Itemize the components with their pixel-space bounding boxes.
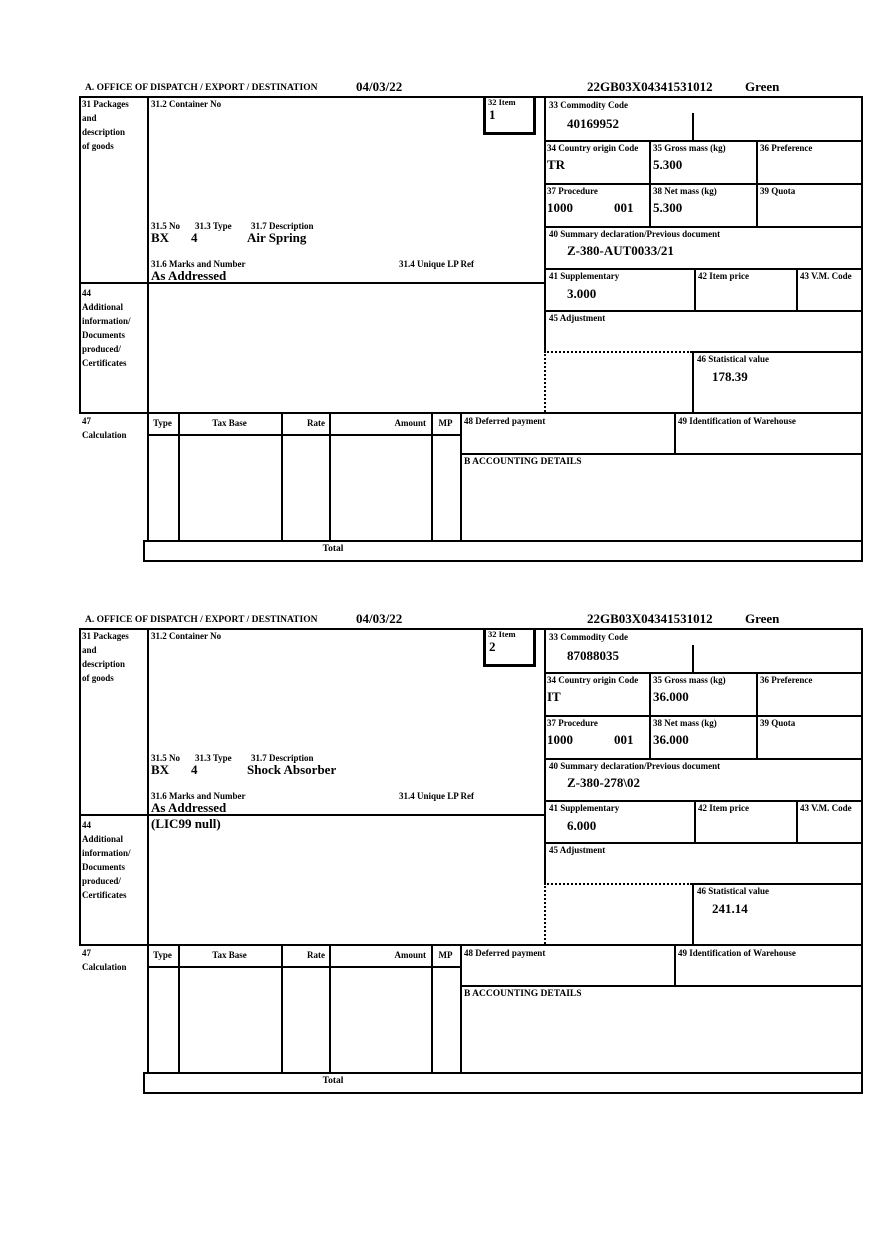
- box31-label-line: and: [82, 113, 97, 123]
- grid-line: [79, 96, 81, 414]
- item-price-label: 42 Item price: [698, 803, 749, 813]
- grid-line: [147, 434, 462, 436]
- grid-line: [692, 883, 863, 885]
- dotted-grid-line: [544, 883, 692, 885]
- box31-label-line: description: [82, 659, 126, 669]
- procedure-label: 37 Procedure: [547, 718, 598, 728]
- supplementary-value: 3.000: [567, 286, 597, 301]
- box44-label-line: produced/: [82, 876, 121, 886]
- grid-line: [544, 800, 863, 802]
- procedure-label: 37 Procedure: [547, 186, 598, 196]
- mp-column-header: MP: [438, 418, 453, 428]
- rate-column-header: Rate: [307, 418, 325, 428]
- box31-label-line: of goods: [82, 673, 114, 683]
- package-type-value: 4: [191, 762, 198, 777]
- package-no-label: 31.5 No: [151, 753, 180, 763]
- tax-base-column-header: Tax Base: [212, 418, 247, 428]
- description-label: 31.7 Description: [251, 753, 314, 763]
- grid-line: [649, 140, 651, 226]
- item-number-value: 1: [489, 107, 496, 122]
- grid-line: [147, 96, 149, 414]
- previous-document-value: Z-380-AUT0033/21: [567, 243, 674, 258]
- total-label: Total: [322, 1076, 344, 1086]
- grid-line: [460, 412, 462, 540]
- commodity-code-divider-line: [692, 645, 694, 672]
- statistical-value: 241.14: [712, 901, 748, 916]
- box44-label-line: Documents: [82, 862, 125, 872]
- grid-line: [147, 944, 149, 1072]
- grid-line: [796, 268, 798, 310]
- procedure-value-1: 1000: [547, 200, 573, 215]
- commodity-code-label: 33 Commodity Code: [549, 100, 628, 110]
- office-of-dispatch-heading: A. OFFICE OF DISPATCH / EXPORT / DESTINATION: [85, 83, 318, 93]
- box31-label-line: 31 Packages: [82, 631, 129, 641]
- box47-label-line: 47: [82, 416, 91, 426]
- grid-line: [79, 96, 863, 98]
- grid-line: [756, 140, 758, 226]
- package-type-label: 31.3 Type: [195, 753, 232, 763]
- net-mass-value: 5.300: [653, 200, 683, 215]
- declaration-reference: 22GB03X04341531012: [587, 79, 713, 94]
- grid-line: [796, 800, 798, 842]
- commodity-code-value: 40169952: [567, 116, 619, 131]
- item-number-box: [483, 628, 536, 667]
- grid-line: [544, 672, 863, 674]
- box44-label-line: Additional: [82, 302, 124, 312]
- item-number-label: 32 Item: [488, 97, 516, 107]
- marks-and-number-label: 31.6 Marks and Number: [151, 791, 246, 801]
- routing-status: Green: [745, 611, 780, 626]
- grid-line: [692, 351, 863, 353]
- mp-column-header: MP: [438, 950, 453, 960]
- previous-document-label: 40 Summary declaration/Previous document: [549, 229, 721, 239]
- grid-line: [694, 268, 696, 310]
- grid-line: [692, 351, 694, 412]
- unique-lp-ref-label: 31.4 Unique LP Ref: [399, 259, 475, 269]
- box44-label-line: Additional: [82, 834, 124, 844]
- package-type-value: 4: [191, 230, 198, 245]
- marks-and-number-value: As Addressed: [151, 268, 227, 283]
- amount-column-header: Amount: [394, 950, 426, 960]
- country-origin-value: TR: [547, 157, 566, 172]
- grid-line: [861, 96, 863, 562]
- deferred-payment-label: 48 Deferred payment: [464, 948, 546, 958]
- grid-line: [79, 282, 546, 284]
- adjustment-label: 45 Adjustment: [549, 313, 606, 323]
- dotted-grid-line: [544, 883, 546, 944]
- package-no-value: BX: [151, 230, 170, 245]
- supplementary-label: 41 Supplementary: [549, 803, 620, 813]
- item-number-value: 2: [489, 639, 496, 654]
- box44-label-line: 44: [82, 288, 91, 298]
- box44-label-line: information/: [82, 848, 131, 858]
- deferred-payment-label: 48 Deferred payment: [464, 416, 546, 426]
- accounting-details-heading: B ACCOUNTING DETAILS: [464, 457, 582, 467]
- container-no-label: 31.2 Container No: [151, 631, 222, 641]
- preference-label: 36 Preference: [760, 675, 813, 685]
- warehouse-id-label: 49 Identification of Warehouse: [678, 416, 796, 426]
- grid-line: [79, 412, 863, 414]
- item-number-label: 32 Item: [488, 629, 516, 639]
- grid-line: [460, 985, 863, 987]
- commodity-code-value: 87088035: [567, 648, 619, 663]
- grid-line: [281, 412, 283, 540]
- country-origin-label: 34 Country origin Code: [547, 143, 639, 153]
- description-value: Shock Absorber: [247, 762, 337, 777]
- additional-information-value: (LIC99 null): [151, 816, 221, 831]
- item-price-label: 42 Item price: [698, 271, 749, 281]
- grid-line: [649, 672, 651, 758]
- procedure-value-1: 1000: [547, 732, 573, 747]
- gross-mass-value: 36.000: [653, 689, 689, 704]
- marks-and-number-value: As Addressed: [151, 800, 227, 815]
- preference-label: 36 Preference: [760, 143, 813, 153]
- dotted-grid-line: [544, 351, 692, 353]
- container-no-label: 31.2 Container No: [151, 99, 222, 109]
- amount-column-header: Amount: [394, 418, 426, 428]
- item-number-box: [483, 96, 536, 135]
- statistical-value: 178.39: [712, 369, 748, 384]
- procedure-value-2: 001: [614, 732, 634, 747]
- box31-label-line: and: [82, 645, 97, 655]
- grid-line: [281, 944, 283, 1072]
- grid-line: [147, 628, 149, 946]
- grid-line: [79, 814, 546, 816]
- grid-line: [178, 944, 180, 1072]
- box31-label-line: of goods: [82, 141, 114, 151]
- box44-label-line: Documents: [82, 330, 125, 340]
- declaration-item-block: [79, 611, 865, 1096]
- net-mass-value: 36.000: [653, 732, 689, 747]
- adjustment-label: 45 Adjustment: [549, 845, 606, 855]
- grid-line: [544, 842, 863, 844]
- grid-line: [544, 140, 863, 142]
- grid-line: [694, 800, 696, 842]
- grid-line: [544, 226, 863, 228]
- gross-mass-label: 35 Gross mass (kg): [653, 675, 726, 685]
- previous-document-value: Z-380-278\02: [567, 775, 640, 790]
- grid-line: [861, 628, 863, 1094]
- box31-label-line: description: [82, 127, 126, 137]
- commodity-code-label: 33 Commodity Code: [549, 632, 628, 642]
- grid-line: [79, 628, 863, 630]
- accounting-details-heading: B ACCOUNTING DETAILS: [464, 989, 582, 999]
- box44-label-line: produced/: [82, 344, 121, 354]
- grid-line: [431, 944, 433, 1072]
- package-no-label: 31.5 No: [151, 221, 180, 231]
- grid-line: [544, 310, 863, 312]
- grid-line: [147, 412, 149, 540]
- tax-base-column-header: Tax Base: [212, 950, 247, 960]
- grid-line: [143, 560, 863, 562]
- tax-type-column-header: Type: [153, 950, 172, 960]
- statistical-value-label: 46 Statistical value: [697, 886, 769, 896]
- marks-and-number-label: 31.6 Marks and Number: [151, 259, 246, 269]
- grid-line: [460, 944, 462, 1072]
- box44-label-line: 44: [82, 820, 91, 830]
- grid-line: [143, 1072, 863, 1074]
- rate-column-header: Rate: [307, 950, 325, 960]
- package-no-value: BX: [151, 762, 170, 777]
- box31-label-line: 31 Packages: [82, 99, 129, 109]
- procedure-value-2: 001: [614, 200, 634, 215]
- grid-line: [674, 944, 676, 985]
- commodity-code-divider-line: [692, 113, 694, 140]
- grid-line: [143, 1092, 863, 1094]
- quota-label: 39 Quota: [760, 718, 796, 728]
- warehouse-id-label: 49 Identification of Warehouse: [678, 948, 796, 958]
- gross-mass-label: 35 Gross mass (kg): [653, 143, 726, 153]
- grid-line: [544, 96, 546, 351]
- grid-line: [79, 944, 863, 946]
- quota-label: 39 Quota: [760, 186, 796, 196]
- box44-label-line: Certificates: [82, 890, 127, 900]
- grid-line: [329, 412, 331, 540]
- box44-label-line: information/: [82, 316, 131, 326]
- grid-line: [143, 540, 863, 542]
- box47-label-line: Calculation: [82, 962, 127, 972]
- vm-code-label: 43 V.M. Code: [800, 271, 852, 281]
- declaration-reference: 22GB03X04341531012: [587, 611, 713, 626]
- net-mass-label: 38 Net mass (kg): [653, 718, 717, 728]
- vm-code-label: 43 V.M. Code: [800, 803, 852, 813]
- supplementary-value: 6.000: [567, 818, 597, 833]
- routing-status: Green: [745, 79, 780, 94]
- box47-label-line: 47: [82, 948, 91, 958]
- unique-lp-ref-label: 31.4 Unique LP Ref: [399, 791, 475, 801]
- dispatch-date: 04/03/22: [356, 611, 403, 626]
- grid-line: [147, 966, 462, 968]
- grid-line: [460, 453, 863, 455]
- grid-line: [329, 944, 331, 1072]
- grid-line: [674, 412, 676, 453]
- gross-mass-value: 5.300: [653, 157, 683, 172]
- dispatch-date: 04/03/22: [356, 79, 403, 94]
- statistical-value-label: 46 Statistical value: [697, 354, 769, 364]
- grid-line: [544, 758, 863, 760]
- grid-line: [544, 715, 863, 717]
- tax-type-column-header: Type: [153, 418, 172, 428]
- description-label: 31.7 Description: [251, 221, 314, 231]
- box47-label-line: Calculation: [82, 430, 127, 440]
- package-type-label: 31.3 Type: [195, 221, 232, 231]
- previous-document-label: 40 Summary declaration/Previous document: [549, 761, 721, 771]
- declaration-item-block: [79, 79, 865, 564]
- total-label: Total: [322, 544, 344, 554]
- office-of-dispatch-heading: A. OFFICE OF DISPATCH / EXPORT / DESTINATION: [85, 615, 318, 625]
- grid-line: [756, 672, 758, 758]
- grid-line: [431, 412, 433, 540]
- description-value: Air Spring: [247, 230, 307, 245]
- box44-label-line: Certificates: [82, 358, 127, 368]
- net-mass-label: 38 Net mass (kg): [653, 186, 717, 196]
- grid-line: [692, 883, 694, 944]
- grid-line: [544, 628, 546, 883]
- supplementary-label: 41 Supplementary: [549, 271, 620, 281]
- grid-line: [544, 268, 863, 270]
- grid-line: [79, 628, 81, 946]
- dotted-grid-line: [544, 351, 546, 412]
- grid-line: [178, 412, 180, 540]
- country-origin-label: 34 Country origin Code: [547, 675, 639, 685]
- grid-line: [544, 183, 863, 185]
- country-origin-value: IT: [547, 689, 561, 704]
